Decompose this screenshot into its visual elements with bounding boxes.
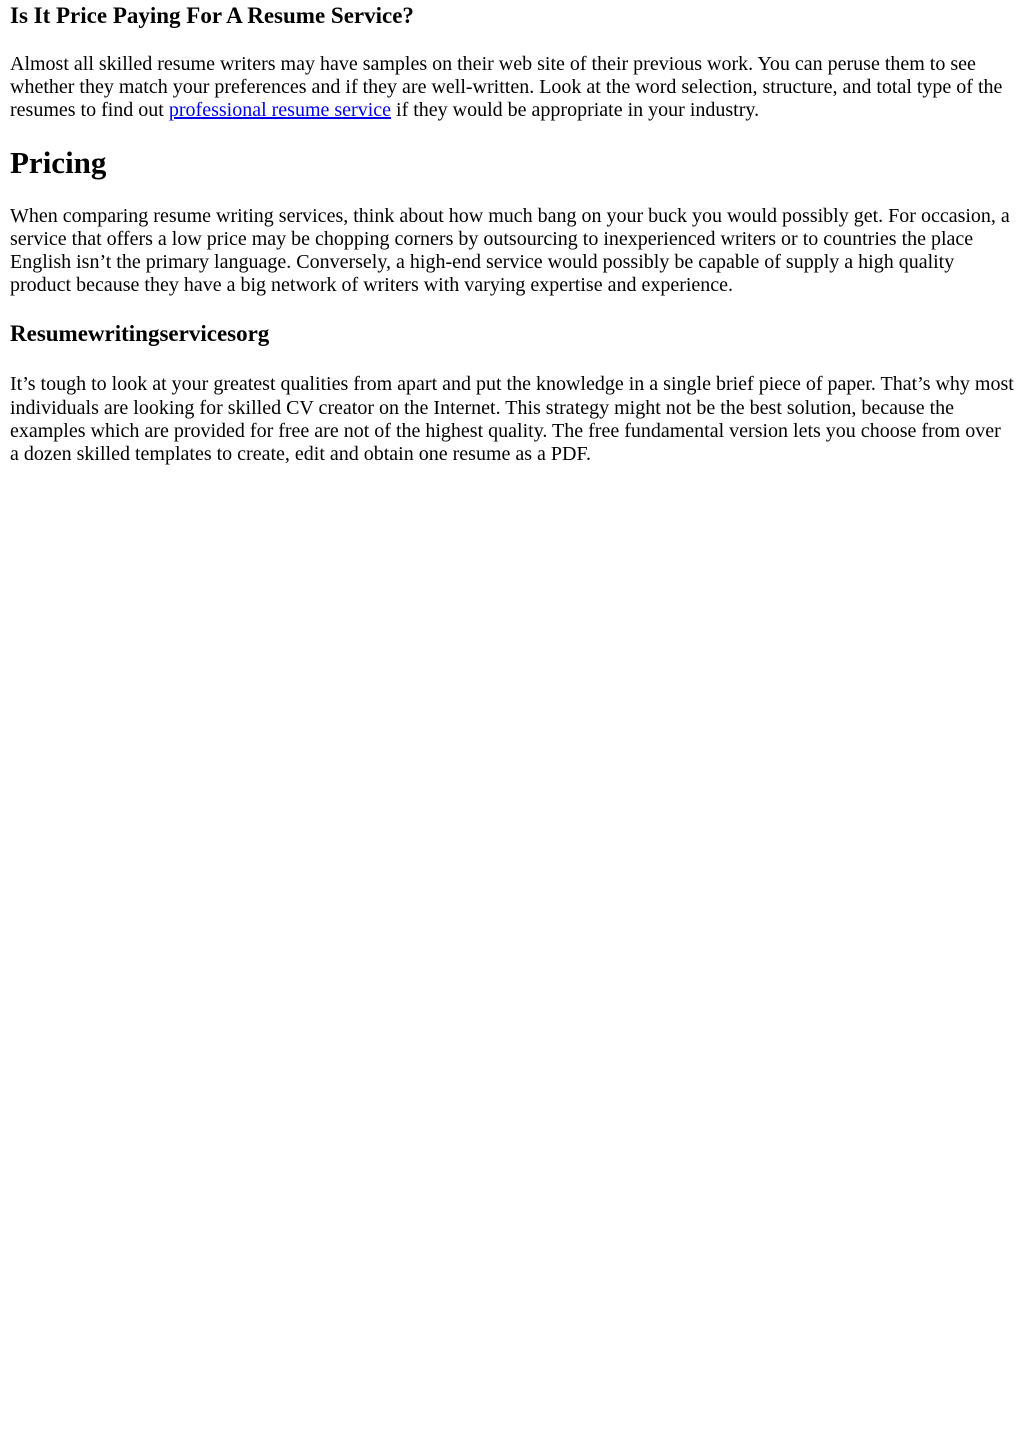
professional-resume-service-link[interactable]: professional resume service	[168, 99, 392, 122]
pricing-paragraph: When comparing resume writing services, think about how much bang on your buck you would possibly get. For occasion, a service that offers a low price may be chopping corners by outsourcing to inexperienced writers or to countries the place English isn’t the primary language. Conversely, a high-end service would possibly be capable of supply a high quality product because they have a big network of writers with varying expertise and experience.	[10, 204, 1010, 297]
intro-text-after-link: if they would be appropriate in your industry.	[391, 99, 760, 122]
resumewritingservicesorg-paragraph: It’s tough to look at your greatest qualities from apart and put the knowledge in a single brief piece of paper. That’s why most individuals are looking for skilled CV creator on the Internet. This strategy might not be the best solution, because the examples which are provided for free are not of the highest quality. The free fundamental version lets you choose from over a dozen skilled templates to create, edit and obtain one resume as a PDF.	[10, 373, 1014, 466]
resumewritingservicesorg-heading: Resumewritingservicesorg	[10, 321, 270, 347]
article-title: Is It Price Paying For A Resume Service?	[10, 3, 414, 28]
intro-text-before-link: Almost all skilled resume writers may have samples on their web site of their previous work. You can peruse them to see whether they match your preferences and if they are well-written. Look at the word selection, structure, and total type of the resumes to find out	[10, 53, 1003, 122]
intro-paragraph	[10, 53, 1014, 123]
pricing-heading: Pricing	[10, 144, 107, 180]
article	[0, 1, 1024, 466]
